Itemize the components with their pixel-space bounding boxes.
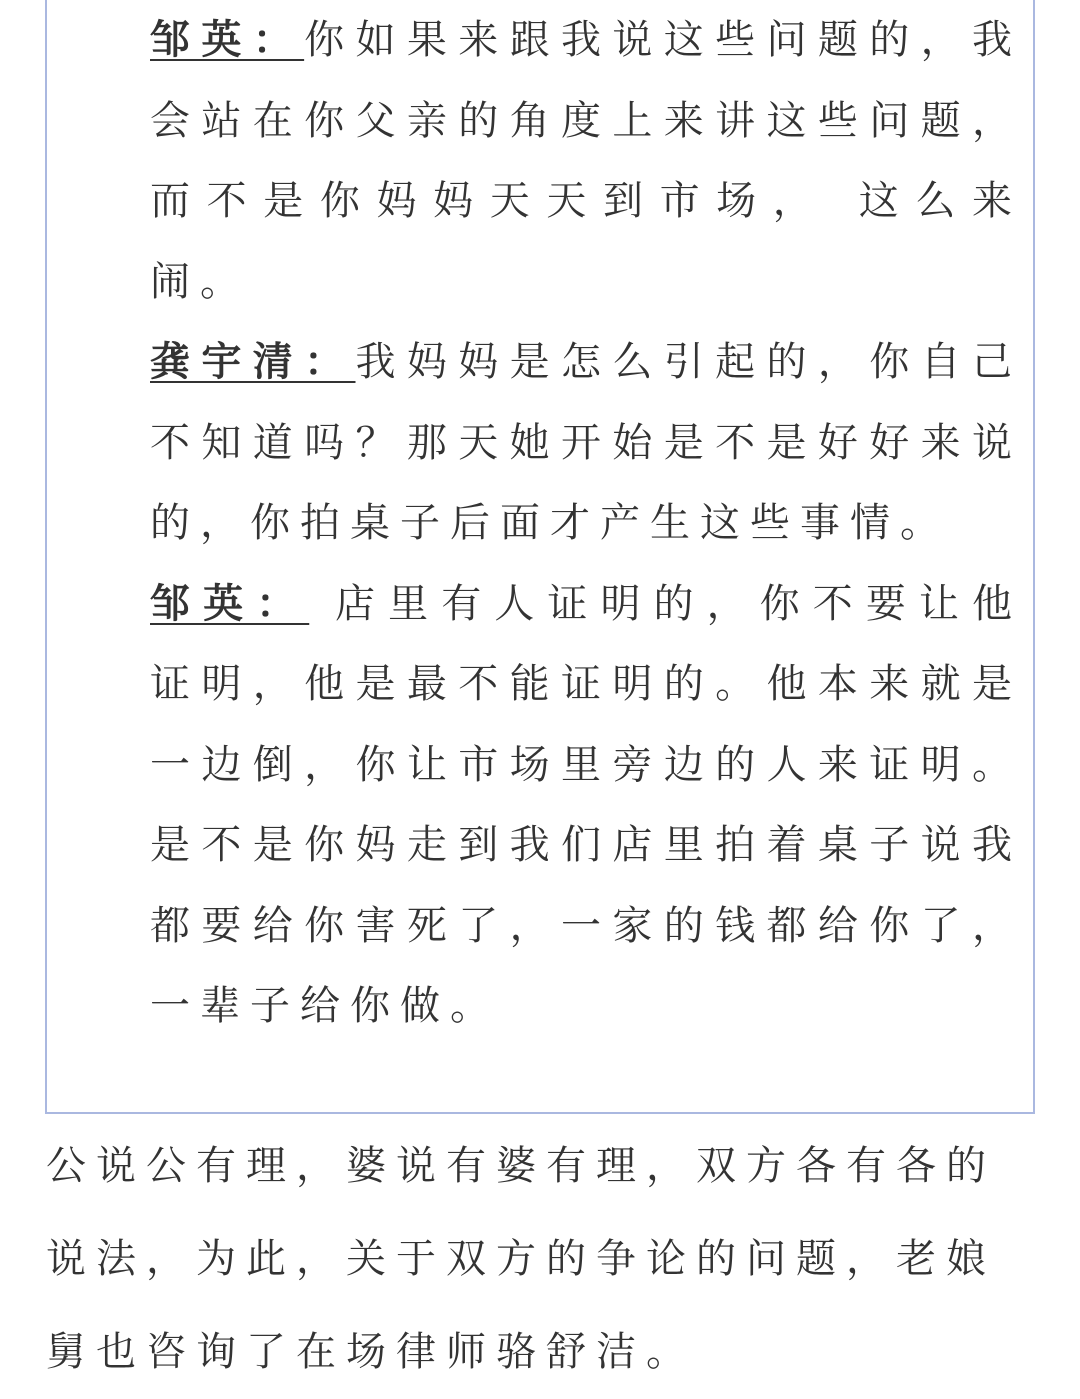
dialogue-transcript: [150, 0, 1022, 1047]
speaker-label: 龚宇清：: [150, 339, 356, 385]
article-paragraph: 公说公有理，婆说有婆有理，双方各有各的说法，为此，关于双方的争论的问题，老娘舅也咨询了在场律师骆舒洁。: [46, 1143, 996, 1375]
dialogue-line: 你如果来跟我说这些问题的，我会站在你父亲的角度上来讲这些问题，而不是你妈妈天天到市场， 这么来闹。: [150, 17, 1022, 305]
dialogue-line: 店里有人证明的，你不要让他证明，他是最不能证明的。他本来就是一边倒，你让市场里旁边的人来证明。是不是你妈走到我们店里拍着桌子说我都要给你害死了，一家的钱都给你了，一辈子给你做。: [150, 580, 1023, 1029]
speaker-label: 邹英：: [150, 580, 310, 627]
dialogue-line: 我妈妈是怎么引起的，你自己不知道吗？那天她开始是不是好好来说的，你拍桌子后面才产生这些事情。: [150, 339, 1022, 546]
speaker-label: 邹英：: [150, 17, 305, 63]
dialogue-quote-box: [45, 0, 1035, 1114]
